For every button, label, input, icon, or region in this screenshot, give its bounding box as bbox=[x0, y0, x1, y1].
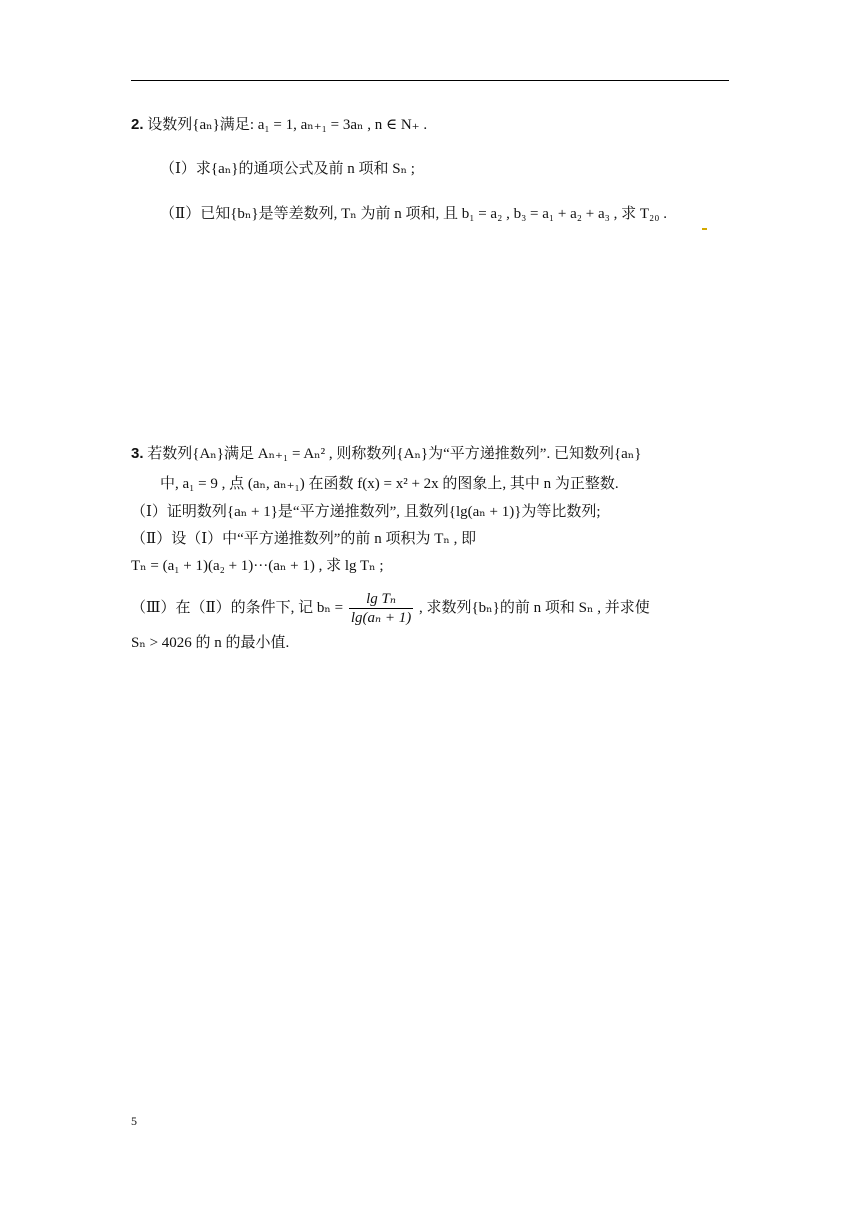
problem-2-part-2: （Ⅱ）已知{bₙ}是等差数列, Tₙ 为前 n 项和, 且 b₁ = a₂ , b₃ = a₁ + a₂ + a₃ , 求 T₂₀ . bbox=[160, 206, 667, 222]
problem-2-statement bbox=[131, 114, 427, 136]
header-rule bbox=[131, 80, 729, 81]
problem-3-line-7: Sₙ > 4026 的 n 的最小值. bbox=[131, 635, 290, 651]
problem-3-line-6 bbox=[131, 590, 650, 627]
fraction-denominator: lg(aₙ + 1) bbox=[350, 610, 412, 626]
problem-3-line-2: 中, a₁ = 9 , 点 (aₙ, aₙ₊₁) 在函数 f(x) = x² + 2x 的图象上, 其中 n 为正整数. bbox=[160, 476, 619, 492]
problem-3-line-5: Tₙ = (a₁ + 1)(a₂ + 1)···(aₙ + 1) , 求 lg Tₙ ; bbox=[131, 558, 384, 574]
problem-2-part-1: （Ⅰ）求{aₙ}的通项公式及前 n 项和 Sₙ ; bbox=[160, 161, 415, 177]
problem-3-line-3: （Ⅰ）证明数列{aₙ + 1}是“平方递推数列”, 且数列{lg(aₙ + 1)}为等比数列; bbox=[131, 504, 601, 520]
fraction bbox=[349, 590, 413, 627]
problem-3-line-6-prefix: （Ⅲ）在（Ⅱ）的条件下, 记 bₙ = bbox=[131, 599, 344, 616]
problem-3-number: 3. bbox=[131, 445, 144, 462]
problem-3-text-1: 若数列{Aₙ}满足 Aₙ₊₁ = Aₙ² , 则称数列{Aₙ}为“平方递推数列”. 已知数列{aₙ} bbox=[147, 446, 642, 462]
problem-3-line-4: （Ⅱ）设（Ⅰ）中“平方递推数列”的前 n 项积为 Tₙ , 即 bbox=[131, 531, 477, 547]
annotation-mark bbox=[702, 228, 707, 230]
problem-2-text: 设数列{aₙ}满足: a₁ = 1, aₙ₊₁ = 3aₙ , n ∈ N₊ . bbox=[147, 117, 428, 133]
problem-3-line-6-suffix: , 求数列{bₙ}的前 n 项和 Sₙ , 并求使 bbox=[418, 599, 650, 616]
problem-2-number: 2. bbox=[131, 116, 144, 133]
problem-3-line-1 bbox=[131, 443, 642, 465]
fraction-numerator: lg Tₙ bbox=[349, 590, 413, 609]
page-number: 5 bbox=[131, 1114, 137, 1128]
